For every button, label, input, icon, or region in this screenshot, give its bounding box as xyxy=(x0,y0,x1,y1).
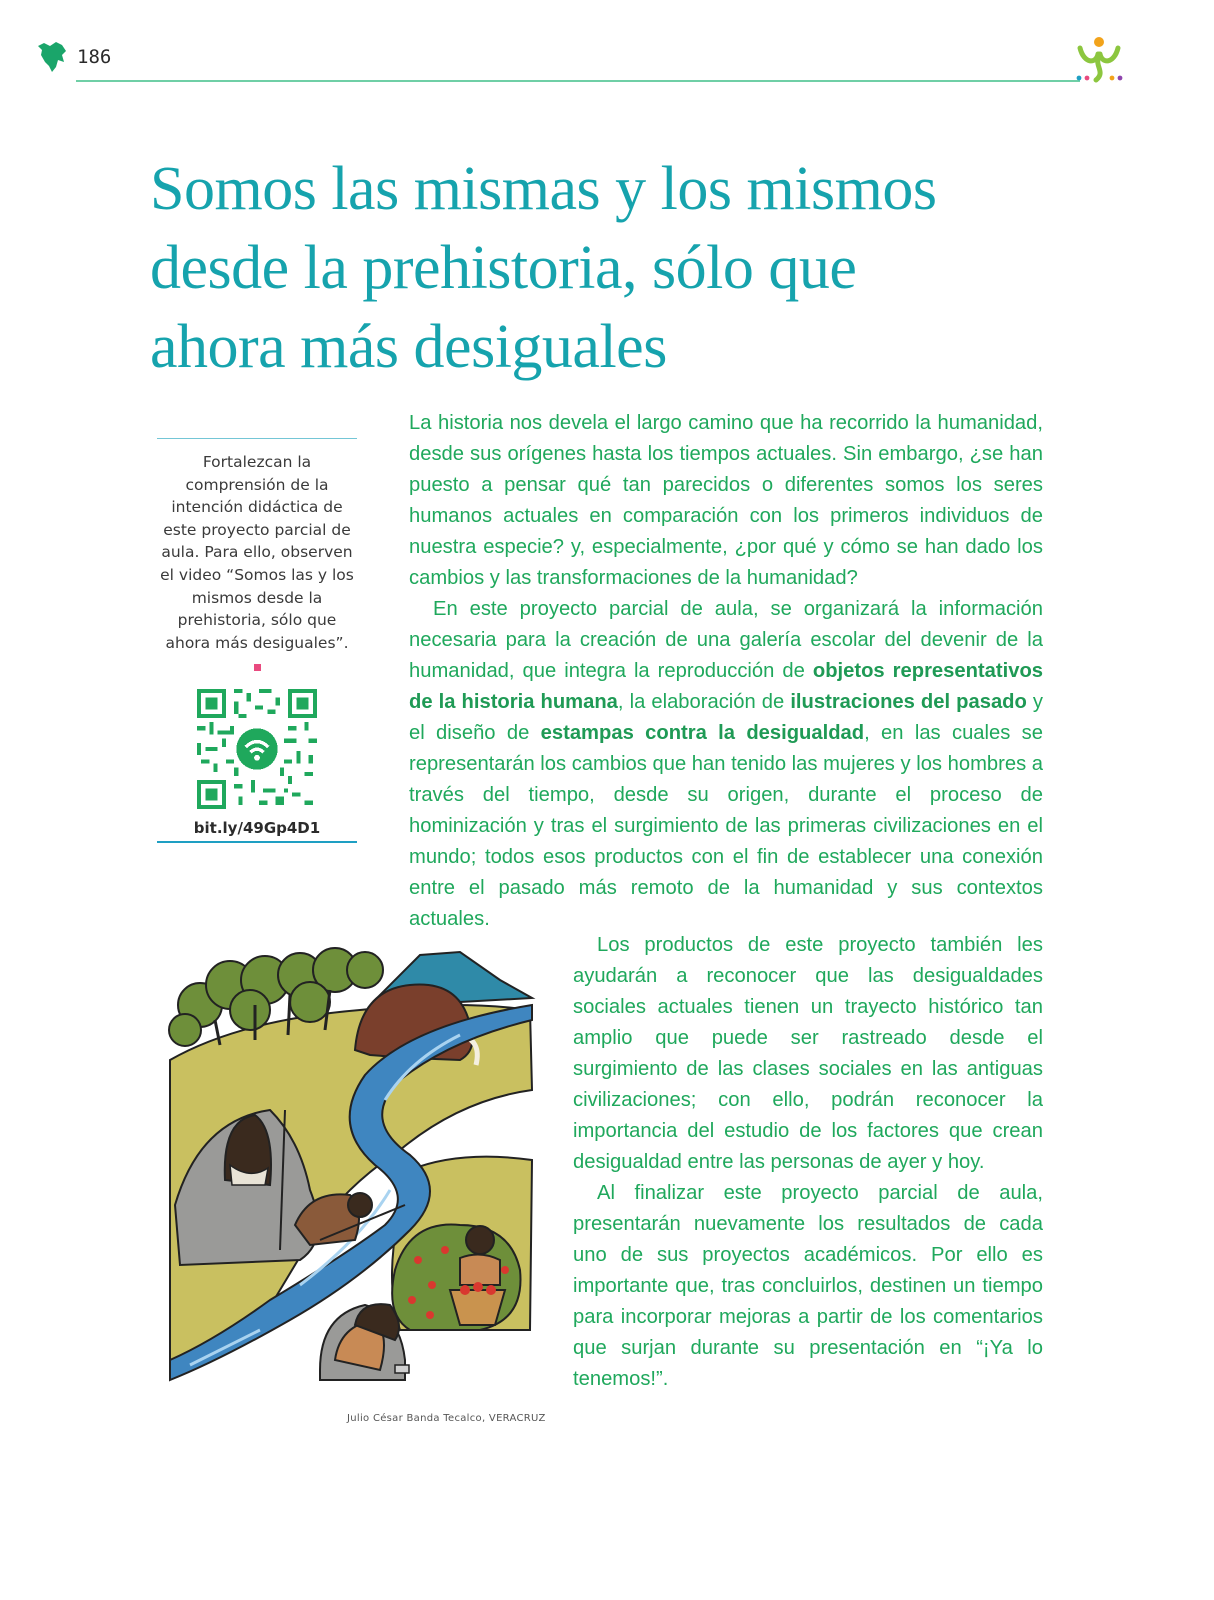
body-column-narrow xyxy=(573,930,1043,1395)
person-flower-icon xyxy=(1074,34,1124,86)
paragraph-4: Al finalizar este proyecto parcial de aula, presentarán nuevamente los resultados de cada uno de sus proyectos académicos. Por ello es importante que, tras concluirlos, destinen un tiempo para incorporar mejoras a partir de los comentarios que surjan durante su presentación en “¡Ya lo tenemos!”. xyxy=(573,1182,1043,1390)
paragraph-1: La historia nos devela el largo camino que ha recorrido la humanidad, desde sus orígenes hasta los tiempos actuales. Sin embargo, ¿se han puesto a pensar qué tan parecidos o diferentes somos los seres humanos actuales en comparación con los primeros individuos de nuestra especie? y, especialmente, ¿por qué y cómo se han dado los cambios y las transformaciones de la humanidad? xyxy=(409,412,1043,589)
page-number: 186 xyxy=(77,46,112,68)
title-line-2: desde la prehistoria, sólo que xyxy=(150,234,857,302)
header-rule xyxy=(76,80,1080,82)
highlight-estampas: estampas contra la desigualdad xyxy=(540,722,865,744)
paragraph-2-text-e: y el diseño de xyxy=(409,691,1044,744)
paragraph-2-text-g: , en las cuales se representarán los cambios que han tenido las mujeres y los hombres a través del tiempo, desde su origen, durante el proceso de hominización y tras el surgimiento de las primeras civilizaciones en el mundo; todos esos productos con el fin de establecer una conexión entre el pasado más remoto de la humanidad y sus contextos actuales. xyxy=(409,722,1044,930)
paragraph-2-text-c: , la elaboración de xyxy=(617,691,791,713)
highlight-ilustraciones: ilustraciones del pasado xyxy=(790,691,1027,713)
sidebar-text: Fortalezcan la comprensión de la intención didáctica de este proyecto parcial de aula. Para ello, observen el video “Somos las y los mismos desde la prehistoria, sólo que ahora más desiguales”. xyxy=(160,453,354,652)
qr-code-icon[interactable] xyxy=(197,689,317,809)
qr-url[interactable]: bit.ly/49Gp4D1 xyxy=(193,819,321,838)
video-sidebar xyxy=(157,438,357,843)
sidebar-bottom-rule xyxy=(157,841,357,843)
prehistoric-scene-illustration xyxy=(160,940,540,1395)
body-column-wide xyxy=(409,408,1043,935)
paragraph-2 xyxy=(409,594,1043,935)
title-line-3: ahora más desiguales xyxy=(150,313,667,381)
sidebar-top-rule xyxy=(157,438,357,439)
page-title xyxy=(150,150,1050,387)
pink-bullet xyxy=(254,664,261,671)
title-line-1: Somos las mismas y los mismos xyxy=(150,155,937,223)
paragraph-3: Los productos de este proyecto también les ayudarán a reconocer que las desigualdades sociales actuales tienen un trayecto histórico tan amplio que puede ser rastreado desde el surgimiento de las clases sociales en las antiguas civilizaciones; con ello, podrán reconocer la importancia del estudio de los factores que crean desigualdad entre las personas de ayer y hoy. xyxy=(573,934,1043,1173)
paragraph-2-text-a: En este proyecto parcial de aula, se organizará la información necesaria para la creación de una galería escolar del devenir de la humanidad, que integra la reproducción de xyxy=(409,598,1043,682)
highlight-objetos: objetos representativos de la historia humana xyxy=(409,660,1044,713)
illustration-credit: Julio César Banda Tecalco, VERACRUZ xyxy=(347,1413,546,1424)
mexico-map-icon xyxy=(36,40,68,74)
